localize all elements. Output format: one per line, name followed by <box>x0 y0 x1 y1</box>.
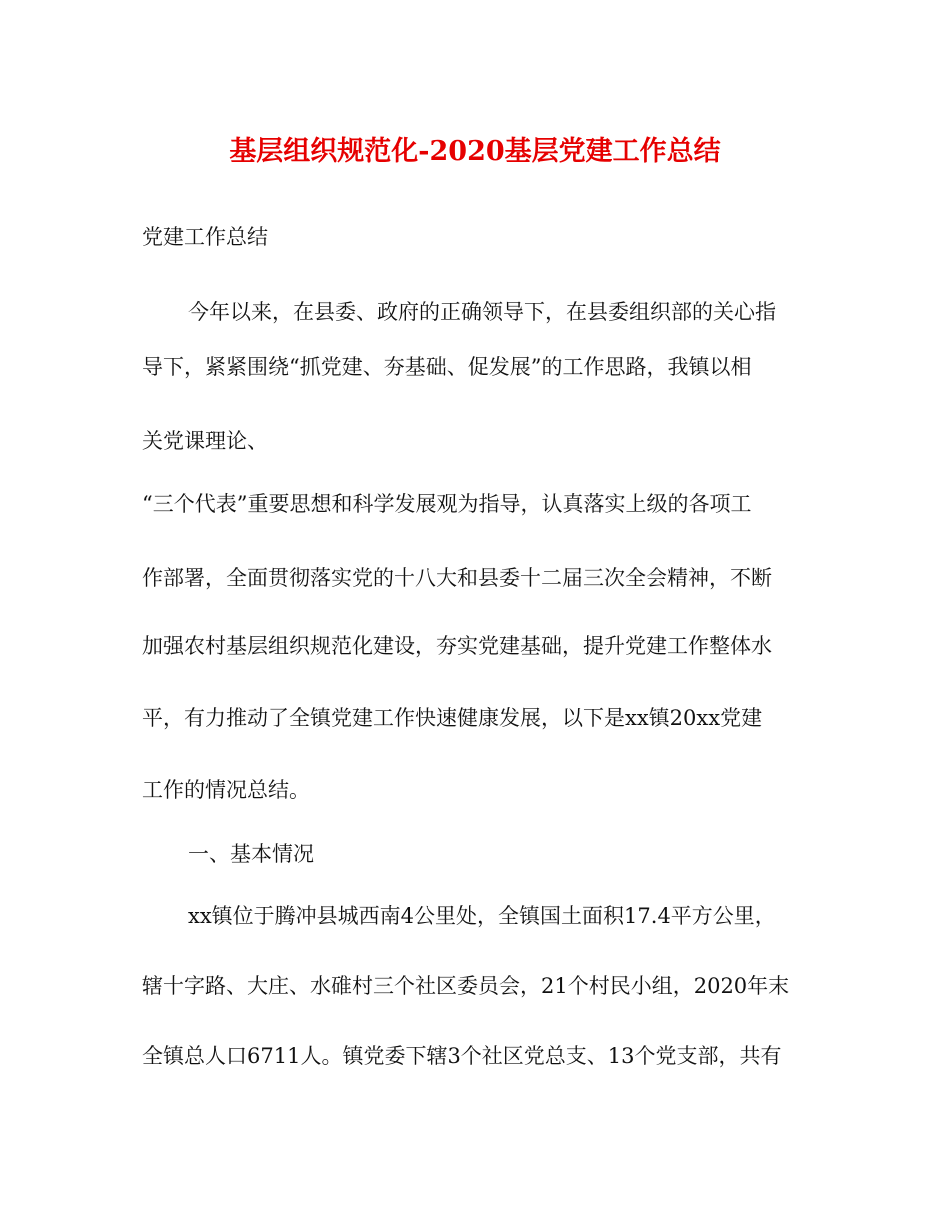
paragraph-line: 全镇总人口6711人。镇党委下辖3个社区党总支、13个党支部，共有 <box>142 1044 782 1068</box>
section-heading: 党建工作总结 <box>142 225 268 249</box>
paragraph-line: 今年以来，在县委、政府的正确领导下，在县委组织部的关心指 <box>188 300 776 324</box>
paragraph-line: 作部署，全面贯彻落实党的十八大和县委十二届三次全会精神，不断 <box>142 566 772 590</box>
paragraph-line: 关党课理论、 <box>142 429 268 453</box>
paragraph-line: “三个代表”重要思想和科学发展观为指导，认真落实上级的各项工 <box>142 492 752 516</box>
document-title: 基层组织规范化-2020基层党建工作总结 <box>229 136 721 167</box>
paragraph-line: 平，有力推动了全镇党建工作快速健康发展，以下是xx镇20xx党建 <box>142 706 763 730</box>
section-heading: 一、基本情况 <box>188 842 314 866</box>
paragraph-line: 导下，紧紧围绕“抓党建、夯基础、促发展”的工作思路，我镇以相 <box>142 355 752 379</box>
paragraph-line: xx镇位于腾冲县城西南4公里处，全镇国土面积17.4平方公里， <box>188 904 776 928</box>
paragraph-line: 辖十字路、大庄、水碓村三个社区委员会，21个村民小组，2020年末 <box>142 974 790 998</box>
paragraph-line: 工作的情况总结。 <box>142 778 310 802</box>
paragraph-line: 加强农村基层组织规范化建设，夯实党建基础，提升党建工作整体水 <box>142 634 772 658</box>
